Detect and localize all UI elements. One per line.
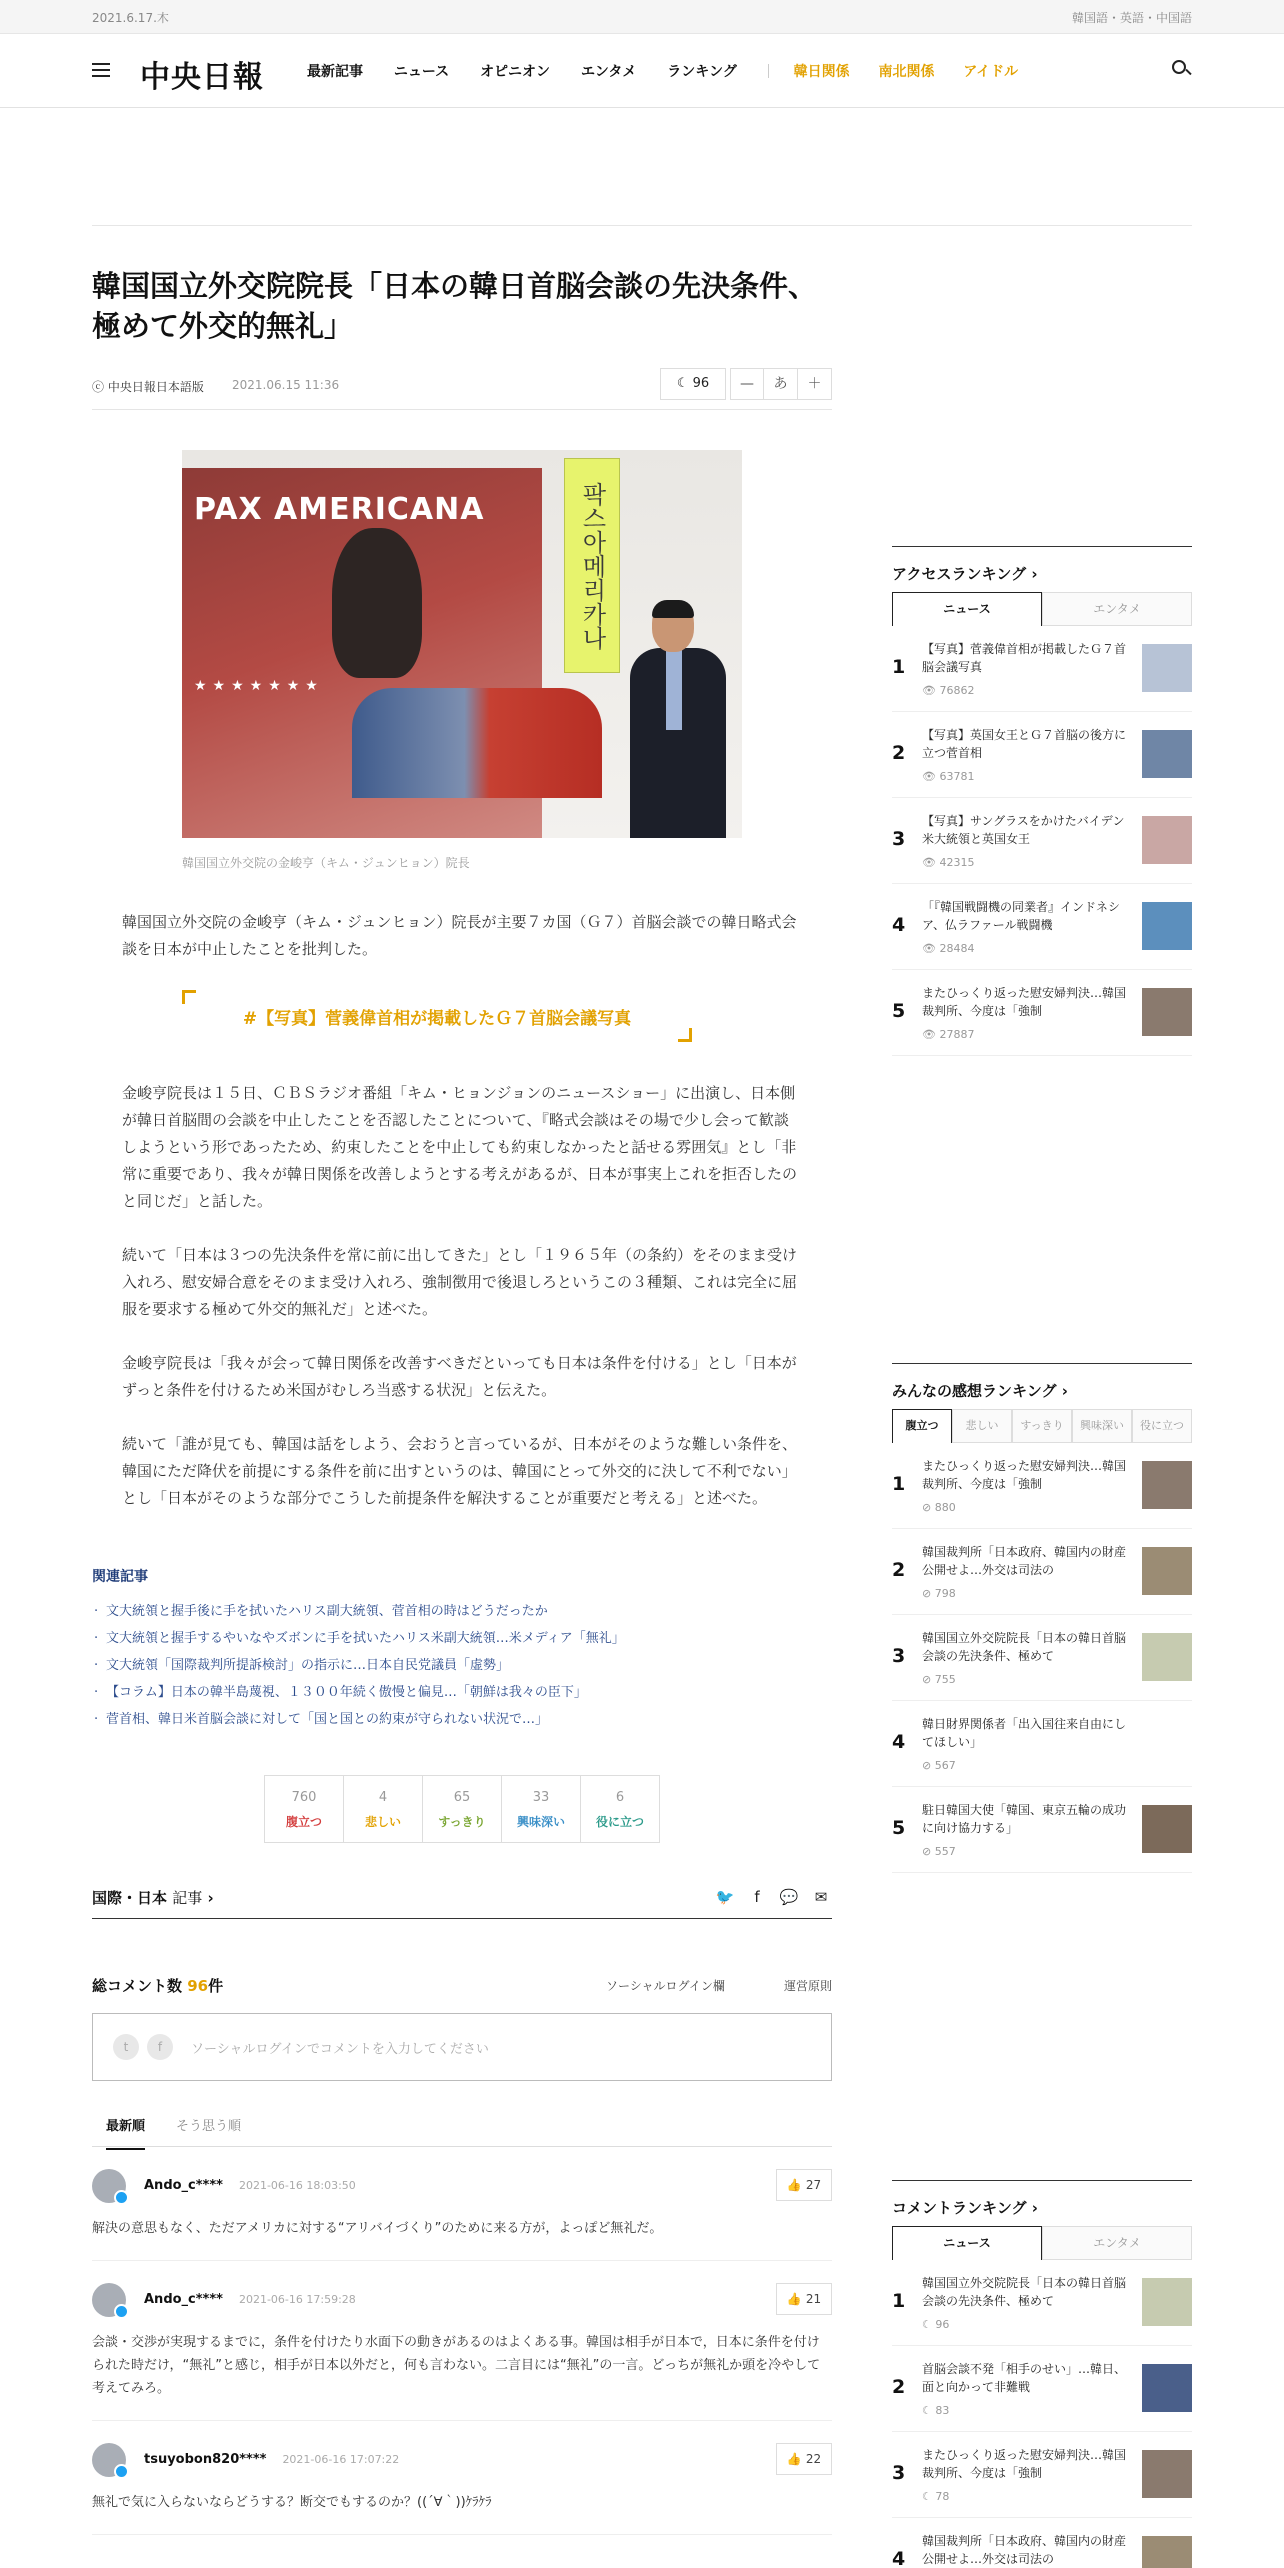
view-count: 👁 42315	[922, 856, 975, 869]
font-increase-button[interactable]: ＋	[798, 368, 832, 400]
current-date: 2021.6.17.木	[92, 11, 169, 25]
article-title: 韓国国立外交院院長「日本の韓日首脳会談の先決条件、極めて外交的無礼」	[92, 269, 818, 343]
rank-thumbnail	[1142, 2450, 1192, 2498]
rank-thumbnail	[1142, 730, 1192, 778]
article-paragraph: 続いて「日本は３つの先決条件を常に前に出してきた」とし「１９６５年（の条約）をそのまま受け入れろ、慰安婦合意をそのまま受け入れろ、強制徴用で後退しろというこの３種類、これは完全に屈服を要求する極めて外交的無礼だ」と述べた。	[122, 1246, 798, 1318]
comments-header	[92, 1969, 832, 2005]
article-body	[122, 909, 802, 963]
twitter-badge-icon	[114, 2190, 129, 2205]
comment-user: Ando_c**** 2021-06-16 17:59:28	[144, 2292, 356, 2307]
nav-ranking[interactable]: ランキング	[667, 64, 737, 80]
article-source: ⓒ 中央日報日本語版	[92, 380, 204, 394]
rules-link[interactable]: 運営原則	[783, 1979, 832, 1993]
reaction-count: 33	[532, 1790, 550, 1805]
rank-thumbnail	[1142, 2278, 1192, 2326]
reaction-ranking-tabs	[892, 1409, 1192, 1443]
rank-thumbnail	[1142, 1805, 1192, 1853]
eagle-figure	[332, 528, 422, 678]
eye-icon: 👁	[922, 856, 940, 869]
photo-link[interactable]: #【写真】菅義偉首相が掲載したＧ７首脳会議写真	[242, 1009, 632, 1029]
comment-text: 無礼で気に入らないならどうする？断交でもするのか？((´∀｀))ｹﾗｹﾗ	[92, 2495, 492, 2510]
article-meta	[92, 364, 832, 410]
rank-item[interactable]: 4 韓日財界関係者「出入国往来自由にしてほしい」 ⊘ 567	[892, 1701, 1192, 1787]
reaction-buttons	[264, 1775, 660, 1843]
ad-space	[92, 108, 1192, 226]
article-paragraph: 韓国国立外交院の金峻亨（キム・ジュンヒョン）院長が主要７カ国（Ｇ７）首脳会談での韓日略式会談を日本が中止したことを批判した。	[122, 913, 797, 958]
rank-item[interactable]: 2 【写真】英国女王とＧ７首脳の後方に立つ菅首相 👁 63781	[892, 712, 1192, 798]
slide-title: PAX AMERICANA	[194, 492, 485, 527]
rank-thumbnail	[1142, 1547, 1192, 1595]
comment-time: 2021-06-16 17:59:28	[238, 2293, 356, 2306]
rank-thumbnail	[1142, 644, 1192, 692]
rank-item[interactable]: 2 韓国裁判所「日本政府、韓国内の財産公開せよ…外交は司法の ⊘ 798	[892, 1529, 1192, 1615]
rank-item[interactable]: 5 駐日韓国大使「韓国、東京五輪の成功に向け協力する」 ⊘ 557	[892, 1787, 1192, 1873]
rank-thumbnail	[1142, 2364, 1192, 2412]
reaction-count-small: ⊘ 755	[922, 1673, 956, 1686]
reaction-label: 興味深い	[516, 1815, 565, 1829]
nav-korea-japan[interactable]: 韓日関係	[793, 64, 850, 80]
comment-ranking-tabs	[892, 2226, 1192, 2260]
rank-item[interactable]: 1 韓国国立外交院院長「日本の韓日首脳会談の先決条件、極めて ☾ 96	[892, 2260, 1192, 2346]
article-body-continued	[122, 1080, 802, 1512]
comment-count: 96	[692, 376, 710, 391]
rank-item[interactable]: 1 【写真】菅義偉首相が掲載したＧ７首脳会議写真 👁 76862	[892, 626, 1192, 712]
avatar	[92, 2443, 126, 2477]
share-buttons	[704, 1887, 832, 1907]
comment-icon: ☾	[922, 2404, 936, 2417]
article-datetime: 2021.06.15 11:36	[232, 378, 340, 392]
main-nav	[307, 61, 1042, 81]
eye-icon: 👁	[922, 684, 940, 697]
comment-icon: ☾	[676, 376, 689, 391]
like-button[interactable]: 👍 27	[776, 2169, 832, 2201]
comments-count: 96	[187, 1977, 209, 1995]
view-count: 👁 63781	[922, 770, 975, 783]
rank-thumbnail	[1142, 1633, 1192, 1681]
search-icon[interactable]	[1172, 60, 1192, 80]
section-name: 国際・日本	[92, 1889, 168, 1907]
comment-time: 2021-06-16 18:03:50	[238, 2179, 356, 2192]
facebook-login-icon[interactable]: f	[147, 2034, 173, 2060]
nav-divider	[768, 64, 769, 78]
reaction-icon: ⊘	[922, 1587, 935, 1600]
related-item[interactable]: · 菅首相、韓日米首脳会談に対して「国と国との約束が守られない状況で…」	[92, 1706, 832, 1733]
section-link[interactable]: 国際・日本 記事 ›	[92, 1889, 214, 1907]
section-suffix: 記事	[172, 1889, 203, 1907]
reaction-label: 腹立つ	[285, 1815, 322, 1829]
rank-item[interactable]: 3 またひっくり返った慰安婦判決…韓国裁判所、今度は「強制 ☾ 78	[892, 2432, 1192, 2518]
comment-text: 会談・交渉が実現するまでに，条件を付けたり水面下の動きがあるのはよくある事。韓国は相手が日本で，日本に条件を付けられた時だけ，“無礼”と感じ，相手が日本以外だと，何も言わない。二言目には“無礼”の一言。どっちが無礼か頭を冷やして考えてみろ。	[92, 2335, 821, 2396]
rank-thumbnail	[1142, 2536, 1192, 2568]
slide-banner: 팍스아메리카나	[564, 458, 620, 673]
comment-count-small: ☾ 83	[922, 2404, 950, 2417]
comment-user: Ando_c**** 2021-06-16 18:03:50	[144, 2178, 356, 2193]
font-size-label[interactable]: あ	[764, 368, 798, 400]
view-count: 👁 27887	[922, 1028, 975, 1041]
comment-ranking-title[interactable]: コメントランキング ›	[892, 2180, 1192, 2226]
photo-link-box	[182, 990, 692, 1042]
rank-thumbnail	[1142, 902, 1192, 950]
comment-icon: ☾	[922, 2318, 936, 2331]
comment-item	[92, 2147, 832, 2261]
comment-input[interactable]	[92, 2013, 832, 2081]
slide-stars: ★★★★★★★	[194, 678, 324, 694]
nav-north-south[interactable]: 南北関係	[878, 64, 935, 80]
comment-sort-tabs	[92, 2103, 832, 2147]
speaker-figure	[622, 600, 732, 838]
rank-item[interactable]: 3 【写真】サングラスをかけたバイデン米大統領と英国女王 👁 42315	[892, 798, 1192, 884]
comment-count-button[interactable]	[660, 368, 726, 400]
reaction-count: 760	[291, 1790, 317, 1805]
reaction-useful[interactable]	[581, 1776, 659, 1842]
comment-icon: ☾	[922, 2490, 936, 2503]
access-ranking-tabs	[892, 592, 1192, 626]
photo-caption: 韓国国立外交院の金峻亨（キム・ジュンヒョン）院長	[182, 856, 470, 870]
mail-icon[interactable]: ✉	[814, 1888, 828, 1906]
site-header	[0, 34, 1284, 108]
reaction-label: すっきり	[438, 1815, 486, 1829]
reaction-icon: ⊘	[922, 1673, 935, 1686]
twitter-badge-icon	[114, 2304, 129, 2319]
comment-time: 2021-06-16 17:07:22	[282, 2453, 400, 2466]
comment-item	[92, 2261, 832, 2421]
tab-entertainment[interactable]: エンタメ	[1042, 592, 1192, 626]
thumb-icon: 👍	[786, 2178, 802, 2192]
article-photo	[182, 450, 742, 838]
eye-icon: 👁	[922, 1028, 940, 1041]
tab-entertainment[interactable]: エンタメ	[1042, 2226, 1192, 2260]
page-layout	[92, 226, 1192, 2568]
comment-item	[92, 2421, 832, 2535]
access-ranking	[892, 546, 1192, 1056]
reaction-count-small: ⊘ 798	[922, 1587, 956, 1600]
social-login-link[interactable]: ソーシャルログイン欄	[606, 1979, 725, 1993]
related-item[interactable]: · 【コラム】日本の韓半島蔑視、１３００年続く傲慢と偏見…「朝鮮は我々の臣下」	[92, 1679, 832, 1706]
reaction-count-small: ⊘ 567	[922, 1759, 956, 1772]
tab-most-agreed[interactable]: そう思う順	[176, 2119, 242, 2134]
reaction-ranking-title[interactable]: みんなの感想ランキング ›	[892, 1363, 1192, 1409]
section-bar	[92, 1879, 832, 1919]
twitter-badge-icon	[114, 2464, 129, 2479]
tab-newest[interactable]: 最新順	[106, 2115, 145, 2150]
eye-icon: 👁	[922, 770, 940, 783]
twitter-login-icon[interactable]: t	[113, 2034, 139, 2060]
reaction-count: 65	[453, 1790, 471, 1805]
comment-text: 解決の意思もなく、ただアメリカに対する“アリバイづくり”のために来る方が，よっぽど無礼だ。	[92, 2221, 663, 2236]
reaction-count-small: ⊘ 880	[922, 1501, 956, 1514]
like-button[interactable]: 👍 22	[776, 2443, 832, 2475]
avatar	[92, 2283, 126, 2317]
access-ranking-title[interactable]: アクセスランキング ›	[892, 546, 1192, 592]
rank-item[interactable]: 5 またひっくり返った慰安婦判決…韓国裁判所、今度は「強制 👁 27887	[892, 970, 1192, 1056]
article-paragraph: 金峻亨院長は「我々が会って韓日関係を改善すべきだといっても日本は条件を付ける」とし「日本がずっと条件を付けるため米国がむしろ当惑する状況」と伝えた。	[122, 1354, 797, 1399]
comment-count-small: ☾ 96	[922, 2318, 950, 2331]
reaction-count: 6	[615, 1790, 625, 1805]
view-count: 👁 28484	[922, 942, 975, 955]
reaction-label: 役に立つ	[595, 1815, 644, 1829]
rank-thumbnail	[1142, 988, 1192, 1036]
thumb-icon: 👍	[786, 2292, 802, 2306]
twitter-icon[interactable]: 🐦	[715, 1888, 735, 1906]
reaction-icon: ⊘	[922, 1759, 935, 1772]
nav-idol[interactable]: アイドル	[963, 64, 1019, 80]
thumb-icon: 👍	[786, 2452, 802, 2466]
reaction-count: 4	[378, 1790, 388, 1805]
comment-user: tsuyobon820**** 2021-06-16 17:07:22	[144, 2452, 400, 2467]
like-button[interactable]: 👍 21	[776, 2283, 832, 2315]
tab-sad[interactable]: 悲しい	[952, 1409, 1012, 1443]
flags-graphic	[352, 688, 602, 798]
related-heading: 関連記事	[92, 1569, 148, 1585]
rank-thumbnail	[1142, 1461, 1192, 1509]
rank-item[interactable]: 1 またひっくり返った慰安婦判決…韓国裁判所、今度は「強制 ⊘ 880	[892, 1443, 1192, 1529]
menu-icon[interactable]	[92, 63, 110, 77]
tab-news[interactable]: ニュース	[892, 2226, 1042, 2260]
nav-news[interactable]: ニュース	[393, 64, 450, 80]
tab-angry[interactable]: 腹立つ	[892, 1409, 952, 1443]
reaction-interesting[interactable]	[502, 1776, 581, 1842]
reaction-sad[interactable]	[344, 1776, 423, 1842]
view-count: 👁 76862	[922, 684, 975, 697]
article-paragraph: 続いて「誰が見ても、韓国は話をしよう、会おうと言っているが、日本がそのような難しい条件を、韓国にただ降伏を前提にする条件を前に出すというのは、韓国にとって外交的に決して不利でない」とし「日本がそのような部分でこうした前提条件を解決することが重要だと考える」と述べた。	[122, 1435, 798, 1507]
article-column	[92, 226, 832, 2535]
related-list	[92, 1598, 832, 1733]
font-decrease-button[interactable]: —	[730, 368, 764, 400]
top-utility-bar	[0, 0, 1284, 34]
comments-total: 総コメント数 96件	[92, 1977, 224, 1995]
rank-item[interactable]: 3 韓国国立外交院院長「日本の韓日首脳会談の先決条件、極めて ⊘ 755	[892, 1615, 1192, 1701]
nav-entertainment[interactable]: エンタメ	[580, 64, 637, 80]
article-paragraph: 金峻亨院長は１５日、ＣＢＳラジオ番組「キム・ヒョンジョンのニュースショー」に出演し、日本側が韓日首脳間の会談を中止したことを否認したことについて、『略式会談はその場で少し会って歓談しようという形であったため、約束したことを中止しても約束しなかったと話せる雰囲気』とし「非常に重要であり、我々が韓日関係を改善しようとする考えがあるが、日本が事実上これを拒否したのと同じだ」と話した。	[122, 1084, 798, 1210]
reaction-label: 悲しい	[364, 1815, 401, 1829]
site-logo[interactable]: 中央日報	[140, 60, 264, 95]
comment-placeholder: ソーシャルログインでコメントを入力してください	[191, 2042, 489, 2057]
reaction-icon: ⊘	[922, 1501, 935, 1514]
comment-count-small: ☾ 78	[922, 2490, 950, 2503]
reaction-angry[interactable]	[265, 1776, 344, 1842]
language-links[interactable]: 韓国語・英語・中国語	[1071, 11, 1192, 25]
related-item[interactable]: · 文大統領と握手後に手を拭いたハリス副大統領、菅首相の時はどうだったか	[92, 1598, 832, 1625]
reaction-icon: ⊘	[922, 1845, 935, 1858]
eye-icon: 👁	[922, 942, 940, 955]
related-item[interactable]: · 文大統領「国際裁判所提訴検討」の指示に…日本自民党議員「虚勢」	[92, 1652, 832, 1679]
rank-item[interactable]: 2 首脳会談不発「相手のせい」…韓日、面と向かって非難戦 ☾ 83	[892, 2346, 1192, 2432]
reaction-count-small: ⊘ 557	[922, 1845, 956, 1858]
related-item[interactable]: · 文大統領と握手するやいなやズボンに手を拭いたハリス米副大統領…米メディア「無礼」	[92, 1625, 832, 1652]
article-tools	[660, 368, 832, 400]
comment-ranking	[892, 2180, 1192, 2568]
tab-refreshed[interactable]: すっきり	[1012, 1409, 1072, 1443]
rank-thumbnail	[1142, 816, 1192, 864]
nav-latest[interactable]: 最新記事	[307, 64, 363, 80]
reaction-ranking	[892, 1363, 1192, 1873]
nav-opinion[interactable]: オピニオン	[480, 64, 551, 80]
rank-item[interactable]: 4 韓国裁判所「日本政府、韓国内の財産公開せよ…外交は司法の	[892, 2518, 1192, 2568]
facebook-icon[interactable]: f	[754, 1888, 760, 1906]
line-icon[interactable]: 💬	[779, 1888, 799, 1906]
rank-item[interactable]: 4 「『韓国戦闘機の同業者』インドネシア、仏ラファール戦闘機 👁 28484	[892, 884, 1192, 970]
avatar	[92, 2169, 126, 2203]
tab-useful[interactable]: 役に立つ	[1132, 1409, 1192, 1443]
tab-interesting[interactable]: 興味深い	[1072, 1409, 1132, 1443]
tab-news[interactable]: ニュース	[892, 592, 1042, 626]
reaction-refreshed[interactable]	[423, 1776, 502, 1842]
